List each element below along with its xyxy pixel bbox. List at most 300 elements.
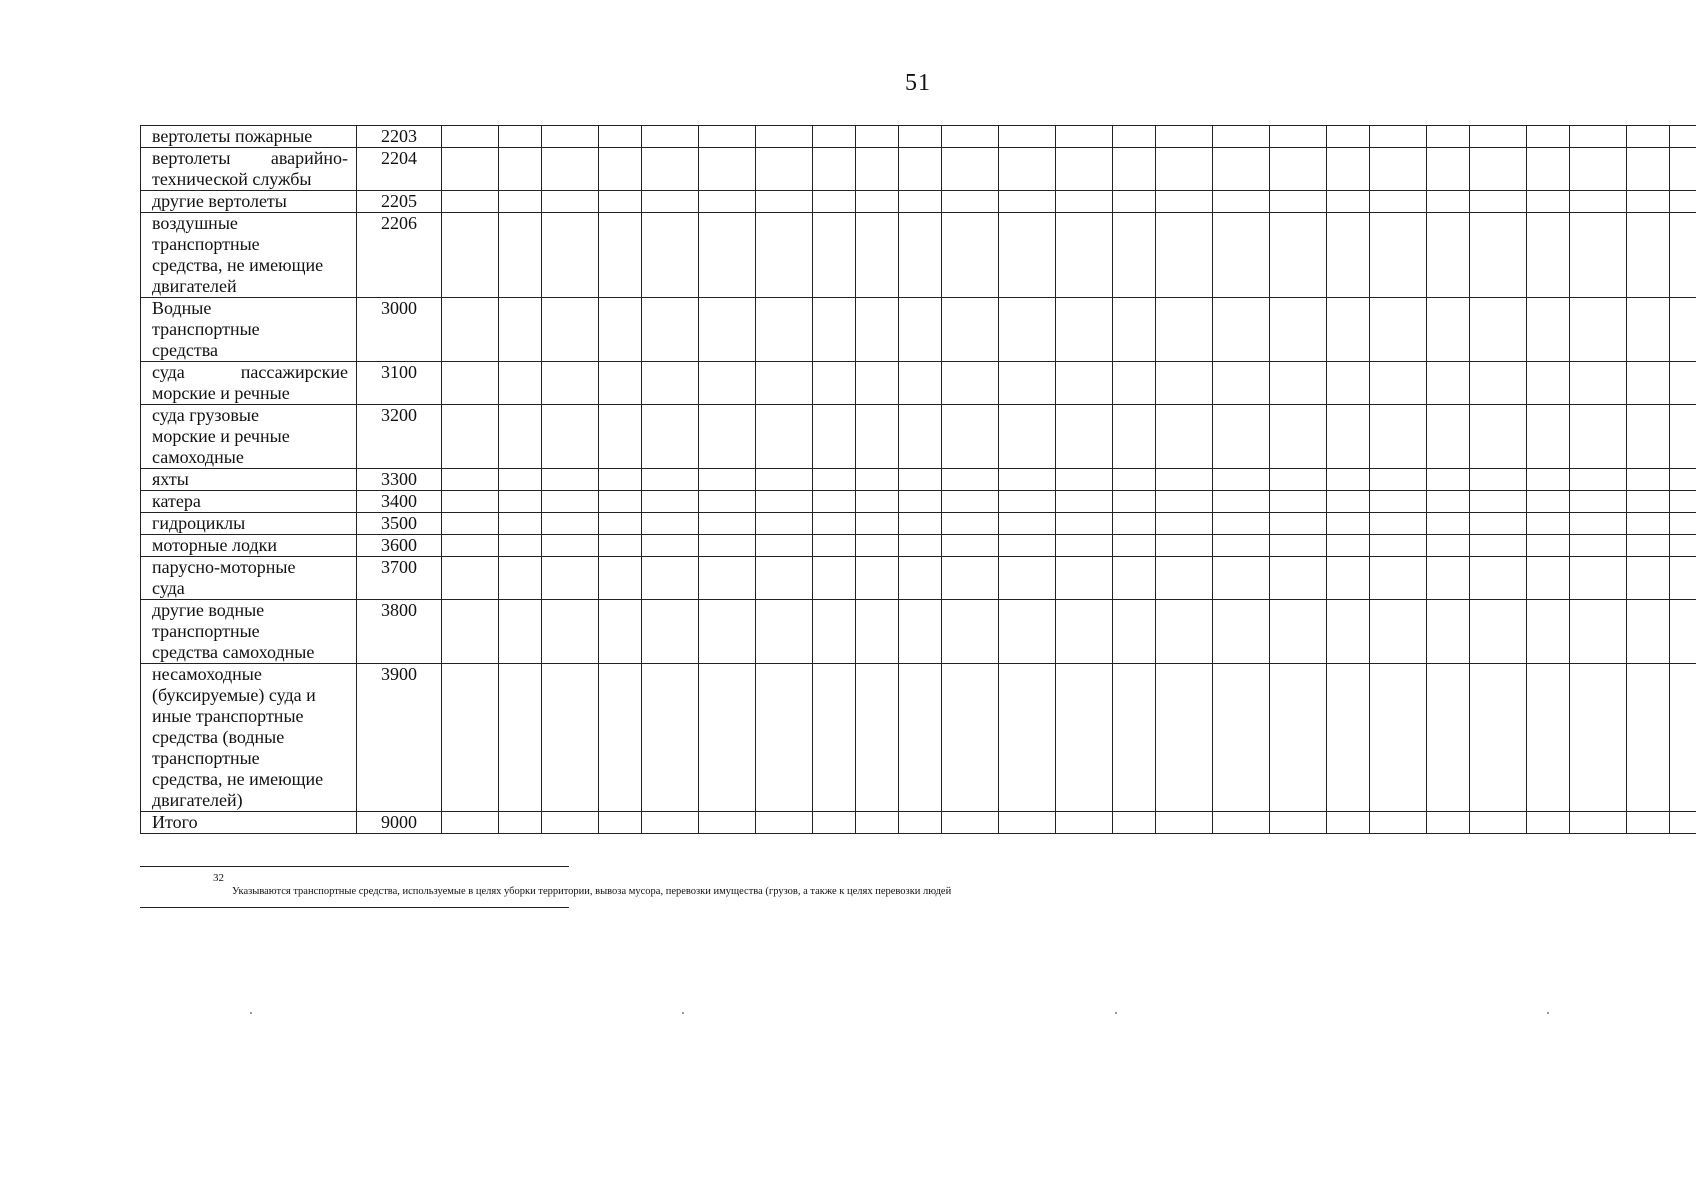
empty-cell (1370, 148, 1427, 191)
empty-cell (1113, 191, 1156, 213)
empty-cell (1527, 664, 1570, 812)
empty-cell (1113, 600, 1156, 664)
row-name-line: Итого (152, 812, 198, 832)
empty-cell (999, 405, 1056, 469)
empty-cell (813, 405, 856, 469)
empty-cell (1570, 298, 1627, 362)
empty-cell (1056, 191, 1113, 213)
empty-cell (1427, 812, 1470, 834)
empty-cell (1370, 600, 1427, 664)
row-name-cell (141, 664, 357, 812)
empty-cell (1213, 148, 1270, 191)
empty-cell (1213, 126, 1270, 148)
empty-cell (642, 191, 699, 213)
row-name-cell (141, 126, 357, 148)
empty-cell (1527, 213, 1570, 298)
row-code-cell: 3300 (357, 469, 442, 491)
empty-cell (499, 491, 542, 513)
empty-cell (1327, 535, 1370, 557)
empty-cell (813, 513, 856, 535)
empty-cell (542, 812, 599, 834)
empty-cell (599, 298, 642, 362)
empty-cell (813, 535, 856, 557)
empty-cell (442, 469, 499, 491)
empty-cell (856, 298, 899, 362)
row-code-cell: 3100 (357, 362, 442, 405)
row-name-cell (141, 557, 357, 600)
empty-cell (1427, 535, 1470, 557)
row-name-cell (141, 469, 357, 491)
row-name-line: вертолеты аварийно- (152, 148, 348, 168)
empty-cell (1113, 535, 1156, 557)
empty-cell (899, 535, 942, 557)
empty-cell (856, 362, 899, 405)
empty-cell (856, 557, 899, 600)
empty-cell (1213, 469, 1270, 491)
empty-cell (942, 405, 999, 469)
empty-cell (813, 362, 856, 405)
row-name-line: Водные (152, 298, 212, 318)
empty-cell (1470, 664, 1527, 812)
empty-cell (1370, 213, 1427, 298)
empty-cell (1470, 126, 1527, 148)
empty-cell (899, 148, 942, 191)
empty-cell (642, 600, 699, 664)
empty-cell (756, 513, 813, 535)
empty-cell (1570, 148, 1627, 191)
row-name-cell (141, 213, 357, 298)
empty-cell (1270, 664, 1327, 812)
empty-cell (1570, 491, 1627, 513)
empty-cell (1670, 469, 1696, 491)
empty-cell (1427, 664, 1470, 812)
empty-cell (542, 469, 599, 491)
empty-cell (1327, 664, 1370, 812)
empty-cell (1113, 812, 1156, 834)
empty-cell (1470, 469, 1527, 491)
empty-cell (756, 405, 813, 469)
footnote-number: 32 (213, 872, 224, 884)
table-row (141, 405, 1696, 469)
empty-cell (856, 126, 899, 148)
empty-cell (1056, 213, 1113, 298)
empty-cell (542, 405, 599, 469)
empty-cell (542, 148, 599, 191)
empty-cell (1113, 405, 1156, 469)
empty-cell (1213, 491, 1270, 513)
row-code-cell: 3900 (357, 664, 442, 812)
empty-cell (599, 664, 642, 812)
empty-cell (1627, 469, 1670, 491)
empty-cell (942, 513, 999, 535)
empty-cell (1427, 213, 1470, 298)
empty-cell (1627, 513, 1670, 535)
empty-cell (542, 600, 599, 664)
empty-cell (999, 557, 1056, 600)
empty-cell (942, 469, 999, 491)
empty-cell (599, 600, 642, 664)
empty-cell (1470, 535, 1527, 557)
empty-cell (1570, 557, 1627, 600)
empty-cell (642, 513, 699, 535)
empty-cell (1213, 600, 1270, 664)
empty-cell (899, 213, 942, 298)
empty-cell (942, 557, 999, 600)
empty-cell (999, 191, 1056, 213)
empty-cell (499, 362, 542, 405)
row-code-cell: 2206 (357, 213, 442, 298)
empty-cell (1327, 557, 1370, 600)
table-row (141, 513, 1696, 535)
empty-cell (1270, 600, 1327, 664)
empty-cell (1056, 126, 1113, 148)
empty-cell (442, 213, 499, 298)
table-row (141, 148, 1696, 191)
empty-cell (1056, 664, 1113, 812)
empty-cell (442, 557, 499, 600)
row-code-cell: 3400 (357, 491, 442, 513)
empty-cell (899, 298, 942, 362)
table-row (141, 491, 1696, 513)
empty-cell (1213, 405, 1270, 469)
empty-cell (942, 213, 999, 298)
empty-cell (756, 664, 813, 812)
empty-cell (599, 535, 642, 557)
empty-cell (699, 557, 756, 600)
empty-cell (813, 126, 856, 148)
empty-cell (1156, 362, 1213, 405)
empty-cell (1527, 557, 1570, 600)
table-row (141, 557, 1696, 600)
empty-cell (599, 213, 642, 298)
empty-cell (856, 812, 899, 834)
scan-dot (250, 1012, 252, 1014)
empty-cell (1327, 362, 1370, 405)
empty-cell (1670, 664, 1696, 812)
empty-cell (1570, 126, 1627, 148)
empty-cell (542, 213, 599, 298)
empty-cell (999, 664, 1056, 812)
empty-cell (699, 812, 756, 834)
empty-cell (1370, 513, 1427, 535)
empty-cell (899, 600, 942, 664)
empty-cell (542, 557, 599, 600)
empty-cell (1113, 148, 1156, 191)
empty-cell (1527, 535, 1570, 557)
empty-cell (999, 600, 1056, 664)
empty-cell (1156, 213, 1213, 298)
empty-cell (442, 405, 499, 469)
empty-cell (1627, 405, 1670, 469)
empty-cell (1327, 191, 1370, 213)
table-row (141, 535, 1696, 557)
empty-cell (999, 213, 1056, 298)
row-name-line: технической службы (152, 169, 312, 189)
empty-cell (542, 298, 599, 362)
empty-cell (1527, 491, 1570, 513)
empty-cell (756, 812, 813, 834)
empty-cell (1470, 405, 1527, 469)
empty-cell (1270, 405, 1327, 469)
empty-cell (813, 664, 856, 812)
empty-cell (1427, 126, 1470, 148)
empty-cell (499, 513, 542, 535)
empty-cell (642, 469, 699, 491)
empty-cell (1470, 812, 1527, 834)
empty-cell (1213, 362, 1270, 405)
empty-cell (1627, 298, 1670, 362)
empty-cell (442, 535, 499, 557)
empty-cell (1527, 600, 1570, 664)
empty-cell (1570, 213, 1627, 298)
empty-cell (1427, 491, 1470, 513)
empty-cell (499, 469, 542, 491)
empty-cell (1270, 557, 1327, 600)
empty-cell (1270, 191, 1327, 213)
row-name-line: транспортные (152, 621, 260, 641)
row-name-cell (141, 148, 357, 191)
empty-cell (899, 191, 942, 213)
row-name-cell (141, 405, 357, 469)
empty-cell (899, 557, 942, 600)
empty-cell (756, 148, 813, 191)
table-row (141, 126, 1696, 148)
empty-cell (699, 213, 756, 298)
empty-cell (442, 362, 499, 405)
empty-cell (1213, 513, 1270, 535)
empty-cell (642, 664, 699, 812)
empty-cell (999, 148, 1056, 191)
empty-cell (813, 298, 856, 362)
row-name-cell (141, 513, 357, 535)
empty-cell (1627, 148, 1670, 191)
empty-cell (642, 812, 699, 834)
row-code-cell: 2205 (357, 191, 442, 213)
empty-cell (942, 812, 999, 834)
empty-cell (756, 535, 813, 557)
empty-cell (756, 557, 813, 600)
empty-cell (1113, 557, 1156, 600)
empty-cell (899, 405, 942, 469)
row-name-cell (141, 535, 357, 557)
empty-cell (813, 213, 856, 298)
empty-cell (1427, 469, 1470, 491)
empty-cell (1327, 405, 1370, 469)
table-row (141, 298, 1696, 362)
empty-cell (1627, 557, 1670, 600)
empty-cell (1056, 812, 1113, 834)
empty-cell (1056, 535, 1113, 557)
empty-cell (756, 191, 813, 213)
empty-cell (1327, 213, 1370, 298)
empty-cell (699, 405, 756, 469)
vehicle-table (140, 125, 1696, 834)
empty-cell (856, 535, 899, 557)
empty-cell (756, 469, 813, 491)
empty-cell (1113, 469, 1156, 491)
empty-cell (756, 126, 813, 148)
empty-cell (1427, 362, 1470, 405)
empty-cell (756, 362, 813, 405)
empty-cell (442, 812, 499, 834)
empty-cell (1213, 535, 1270, 557)
empty-cell (813, 491, 856, 513)
empty-cell (1270, 491, 1327, 513)
table-body (141, 126, 1696, 834)
empty-cell (1370, 812, 1427, 834)
row-name-line: катера (152, 491, 201, 511)
empty-cell (813, 600, 856, 664)
empty-cell (1470, 191, 1527, 213)
empty-cell (999, 535, 1056, 557)
empty-cell (1670, 557, 1696, 600)
empty-cell (542, 491, 599, 513)
row-name-line: суда грузовые (152, 405, 259, 425)
row-name-line: средства, не имеющие (152, 769, 324, 789)
empty-cell (756, 491, 813, 513)
row-code-cell: 3800 (357, 600, 442, 664)
row-name-cell (141, 362, 357, 405)
empty-cell (942, 664, 999, 812)
empty-cell (1270, 469, 1327, 491)
empty-cell (542, 535, 599, 557)
empty-cell (1670, 405, 1696, 469)
empty-cell (1156, 491, 1213, 513)
empty-cell (442, 513, 499, 535)
empty-cell (642, 126, 699, 148)
empty-cell (1213, 812, 1270, 834)
empty-cell (499, 405, 542, 469)
empty-cell (1427, 148, 1470, 191)
empty-cell (499, 148, 542, 191)
empty-cell (642, 213, 699, 298)
empty-cell (813, 557, 856, 600)
empty-cell (599, 812, 642, 834)
row-code-cell: 3000 (357, 298, 442, 362)
empty-cell (1213, 298, 1270, 362)
empty-cell (1627, 664, 1670, 812)
empty-cell (999, 491, 1056, 513)
empty-cell (1270, 213, 1327, 298)
empty-cell (1570, 812, 1627, 834)
empty-cell (542, 513, 599, 535)
row-code-cell: 9000 (357, 812, 442, 834)
empty-cell (699, 191, 756, 213)
empty-cell (1427, 405, 1470, 469)
empty-cell (699, 491, 756, 513)
empty-cell (942, 600, 999, 664)
empty-cell (1670, 213, 1696, 298)
empty-cell (813, 812, 856, 834)
scan-dot (682, 1012, 684, 1014)
empty-cell (1327, 600, 1370, 664)
empty-cell (442, 491, 499, 513)
empty-cell (1427, 513, 1470, 535)
table-row (141, 664, 1696, 812)
empty-cell (1627, 535, 1670, 557)
empty-cell (999, 469, 1056, 491)
table-row (141, 213, 1696, 298)
empty-cell (1370, 557, 1427, 600)
empty-cell (1670, 148, 1696, 191)
empty-cell (813, 191, 856, 213)
row-name-cell (141, 191, 357, 213)
empty-cell (1327, 148, 1370, 191)
empty-cell (1056, 513, 1113, 535)
empty-cell (1570, 513, 1627, 535)
empty-cell (599, 469, 642, 491)
row-name-line: средства (водные (152, 727, 285, 747)
row-code-cell: 2204 (357, 148, 442, 191)
empty-cell (642, 362, 699, 405)
empty-cell (1156, 513, 1213, 535)
empty-cell (1470, 362, 1527, 405)
empty-cell (1156, 535, 1213, 557)
empty-cell (856, 664, 899, 812)
empty-cell (699, 362, 756, 405)
empty-cell (1156, 148, 1213, 191)
empty-cell (499, 600, 542, 664)
empty-cell (599, 148, 642, 191)
empty-cell (1156, 469, 1213, 491)
empty-cell (813, 148, 856, 191)
empty-cell (899, 491, 942, 513)
row-name-line: транспортные (152, 234, 260, 254)
empty-cell (1156, 600, 1213, 664)
empty-cell (1370, 664, 1427, 812)
empty-cell (499, 557, 542, 600)
empty-cell (1113, 664, 1156, 812)
empty-cell (899, 664, 942, 812)
empty-cell (599, 557, 642, 600)
empty-cell (899, 469, 942, 491)
empty-cell (1427, 557, 1470, 600)
empty-cell (1056, 405, 1113, 469)
empty-cell (1427, 600, 1470, 664)
scan-dot (1115, 1012, 1117, 1014)
row-name-cell (141, 491, 357, 513)
empty-cell (599, 405, 642, 469)
empty-cell (699, 126, 756, 148)
empty-cell (1270, 298, 1327, 362)
empty-cell (1527, 812, 1570, 834)
empty-cell (1056, 148, 1113, 191)
empty-cell (1470, 213, 1527, 298)
empty-cell (1570, 664, 1627, 812)
row-name-line: другие водные (152, 600, 265, 620)
empty-cell (1570, 469, 1627, 491)
empty-cell (442, 664, 499, 812)
empty-cell (1670, 298, 1696, 362)
empty-cell (1570, 191, 1627, 213)
empty-cell (1670, 362, 1696, 405)
empty-cell (1327, 298, 1370, 362)
empty-cell (942, 535, 999, 557)
empty-cell (699, 513, 756, 535)
empty-cell (499, 812, 542, 834)
row-name-line: (буксируемые) суда и (152, 685, 316, 705)
empty-cell (599, 513, 642, 535)
empty-cell (999, 362, 1056, 405)
empty-cell (699, 148, 756, 191)
empty-cell (442, 191, 499, 213)
empty-cell (1527, 405, 1570, 469)
row-name-line: суда (152, 578, 185, 598)
empty-cell (999, 298, 1056, 362)
empty-cell (942, 191, 999, 213)
empty-cell (899, 362, 942, 405)
empty-cell (856, 513, 899, 535)
